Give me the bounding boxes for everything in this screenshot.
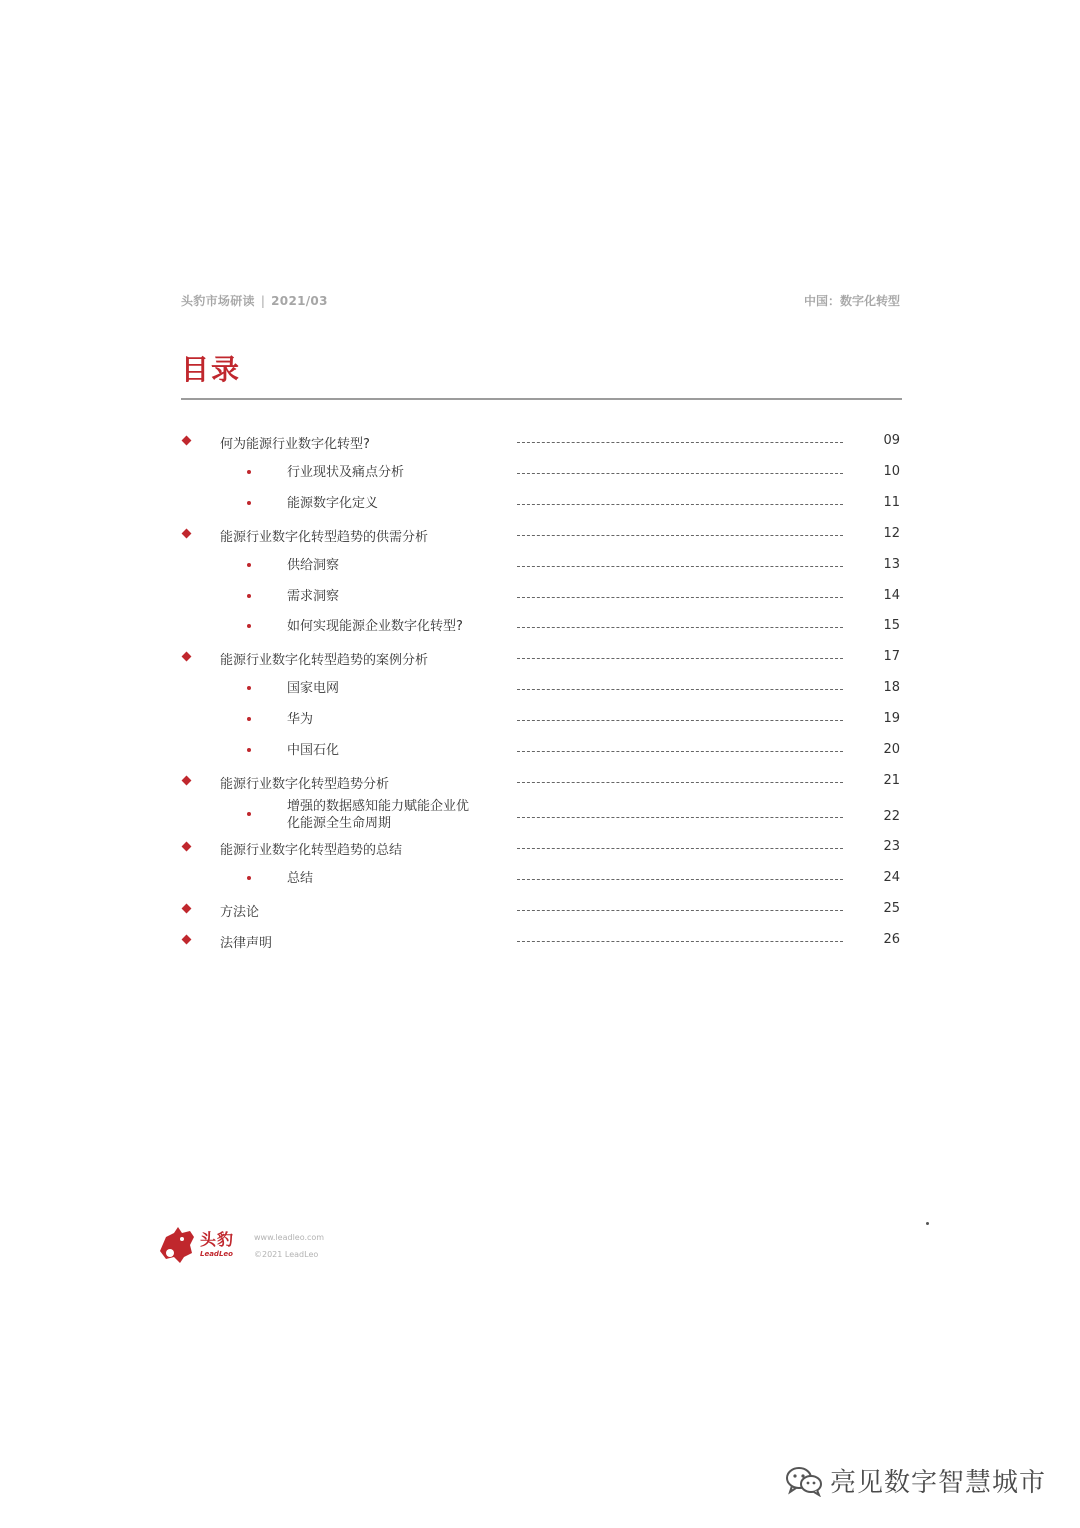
diamond-bullet-icon — [182, 436, 192, 446]
diamond-bullet-icon — [182, 842, 192, 852]
toc-entry-label: 如何实现能源企业数字化转型? — [287, 619, 463, 634]
footer-copyright: ©2021 LeadLeo — [254, 1250, 319, 1259]
footer-url[interactable]: www.leadleo.com — [254, 1233, 325, 1242]
toc-entry-label: 能源行业数字化转型趋势的案例分析 — [220, 653, 429, 668]
dot-bullet-icon — [247, 812, 251, 816]
toc-entry-sub[interactable] — [181, 490, 902, 520]
header-separator: | — [260, 294, 266, 308]
title-divider — [181, 398, 902, 400]
header-publisher: 头豹市场研读 — [181, 294, 255, 308]
toc-leader-line — [517, 941, 843, 942]
toc-leader-line — [517, 597, 843, 598]
toc-entry-main[interactable] — [181, 834, 902, 864]
toc-leader-line — [517, 782, 843, 783]
page-title: 目录 — [181, 353, 242, 386]
toc-entry-sub[interactable] — [181, 459, 902, 489]
toc-page-number: 12 — [883, 526, 900, 541]
toc-entry-sub[interactable] — [181, 706, 902, 736]
toc-leader-line — [517, 535, 843, 536]
toc-leader-line — [517, 689, 843, 690]
toc-entry-label: 能源行业数字化转型趋势的供需分析 — [220, 530, 429, 545]
dot-bullet-icon — [247, 624, 251, 628]
toc-leader-line — [517, 658, 843, 659]
toc-page-number: 11 — [883, 495, 900, 510]
header-topic: 中国：数字化转型 — [803, 294, 900, 308]
dot-bullet-icon — [247, 594, 251, 598]
toc-leader-line — [517, 473, 843, 474]
dot-bullet-icon — [247, 470, 251, 474]
toc-entry-label: 能源行业数字化转型趋势的总结 — [220, 843, 403, 858]
toc-entry-main[interactable] — [181, 896, 902, 926]
toc-page-number: 22 — [883, 809, 900, 824]
toc-entry-sub[interactable] — [181, 737, 902, 767]
diamond-bullet-icon — [182, 904, 192, 914]
toc-entry-label: 能源数字化定义 — [287, 496, 379, 511]
toc-entry-sub[interactable] — [181, 675, 902, 705]
toc-leader-line — [517, 848, 843, 849]
watermark-text: 亮见数字智慧城市 — [829, 1468, 1046, 1498]
toc-entry-main[interactable] — [181, 644, 902, 674]
toc-page-number: 17 — [883, 649, 900, 664]
toc-page-number: 20 — [883, 742, 900, 757]
toc-entry-label: 方法论 — [220, 905, 260, 920]
toc-entry-main[interactable] — [181, 521, 902, 551]
toc-page-number: 09 — [883, 433, 900, 448]
toc-entry-label: 供给洞察 — [287, 558, 340, 573]
toc-leader-line — [517, 817, 843, 818]
toc-page-number: 15 — [883, 618, 900, 633]
toc-entry-label: 能源行业数字化转型趋势分析 — [220, 777, 390, 792]
wechat-icon — [784, 1465, 824, 1497]
toc-page-number: 18 — [883, 680, 900, 695]
page-dot-mark — [926, 1222, 929, 1225]
toc-leader-line — [517, 504, 843, 505]
toc-leader-line — [517, 720, 843, 721]
dot-bullet-icon — [247, 501, 251, 505]
toc-entry-label: 华为 — [287, 712, 314, 727]
toc-leader-line — [517, 442, 843, 443]
toc-entry-main[interactable] — [181, 428, 902, 458]
toc-page-number: 25 — [883, 901, 900, 916]
toc-entry-sub[interactable] — [181, 583, 902, 613]
dot-bullet-icon — [247, 748, 251, 752]
toc-leader-line — [517, 751, 843, 752]
toc-entry-main[interactable] — [181, 768, 902, 798]
dot-bullet-icon — [247, 717, 251, 721]
toc-entry-main[interactable] — [181, 927, 902, 957]
logo-text-cn: 头豹 — [200, 1230, 235, 1249]
diamond-bullet-icon — [182, 935, 192, 945]
dot-bullet-icon — [247, 876, 251, 880]
toc-leader-line — [517, 566, 843, 567]
header-publisher-line — [181, 292, 328, 309]
dot-bullet-icon — [247, 563, 251, 567]
toc-page-number: 21 — [883, 773, 900, 788]
toc-page-number: 10 — [883, 464, 900, 479]
header-date: 2021/03 — [271, 294, 328, 308]
logo-text-en: LeadLeo — [200, 1250, 233, 1258]
diamond-bullet-icon — [182, 652, 192, 662]
diamond-bullet-icon — [182, 529, 192, 539]
toc-entry-sub[interactable] — [181, 613, 902, 643]
toc-entry-label: 何为能源行业数字化转型? — [220, 437, 370, 452]
toc-leader-line — [517, 627, 843, 628]
toc-entry-label: 法律声明 — [220, 936, 273, 951]
toc-page-number: 13 — [883, 557, 900, 572]
toc-page-number: 26 — [883, 932, 900, 947]
toc-leader-line — [517, 910, 843, 911]
toc-page-number: 24 — [883, 870, 900, 885]
toc-entry-label: 增强的数据感知能力赋能企业优化能源全生命周期 — [287, 799, 470, 831]
watermark — [784, 1462, 1046, 1499]
toc-entry-sub[interactable] — [181, 865, 902, 895]
dot-bullet-icon — [247, 686, 251, 690]
toc-entry-label: 行业现状及痛点分析 — [287, 465, 405, 480]
toc-entry-label: 需求洞察 — [287, 589, 340, 604]
toc-entry-sub[interactable] — [181, 552, 902, 582]
toc-page-number: 14 — [883, 588, 900, 603]
toc-page-number: 19 — [883, 711, 900, 726]
toc-entry-label: 总结 — [287, 871, 314, 886]
toc-page-number: 23 — [883, 839, 900, 854]
toc-leader-line — [517, 879, 843, 880]
toc-entry-label: 中国石化 — [287, 743, 340, 758]
toc-entry-label: 国家电网 — [287, 681, 340, 696]
diamond-bullet-icon — [182, 776, 192, 786]
